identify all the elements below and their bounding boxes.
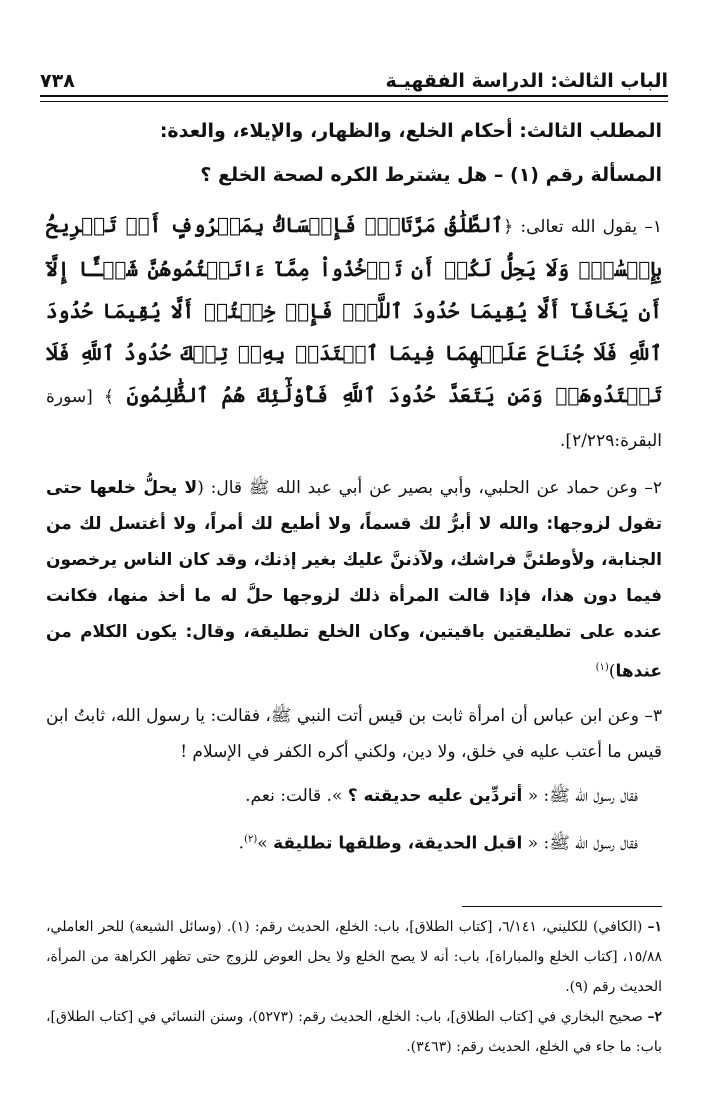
footnote-1-text: (الكافي) للكليني، ٦/١٤١، [كتاب الطلاق]، باب: الخلع، الحديث رقم: (١). (وسائل الشيعة) للحر العاملي، ١٥/٨٨، [كتاب الخلع والمباراة]، باب: أنه لا يصح الخلع ولا يحل العوض للزوج حتى تظهر الكراهة من المرأة، الحديث رقم (٩). [46, 919, 662, 995]
footnote-ref-2[interactable]: (٢) [244, 833, 258, 845]
hadith-2 [46, 470, 662, 690]
quran-verse-paragraph [46, 204, 662, 462]
quran-verse: ٱلطَّلَٰقُ مَرَّتَانِۖ فَإِمۡسَاكُۢ بِمَعۡرُوفٍ أَوۡ تَسۡرِيحُۢ بِإِحۡسَٰنٖۗ وَلَا يَحِلُّ لَكُمۡ أَن تَأۡخُذُواْ مِمَّآ ءَاتَيۡتُمُوهُنَّ شَيۡـًٔا إِلَّآ أَن يَخَافَآ أَلَّا يُقِيمَا حُدُودَ ٱللَّهِۖ فَإِنۡ خِفۡتُمۡ أَلَّا يُقِيمَا حُدُودَ ٱللَّهِ فَلَا جُنَاحَ عَلَيۡهِمَا فِيمَا ٱفۡتَدَتۡ بِهِۦۗ تِلۡكَ حُدُودُ ٱللَّهِ فَلَا تَعۡتَدُوهَاۚ وَمَن يَتَعَدَّ حُدُودَ ٱللَّهِ فَأُوْلَٰٓئِكَ هُمُ ٱلظَّٰلِمُونَ [46, 213, 663, 407]
footnotes [46, 912, 662, 1062]
chapter-title: الباب الثالث: الدراسة الفقهيـة [385, 70, 668, 92]
hadith-2-tail: ) [608, 661, 616, 682]
hadith-5-quote: اقبل الحديقة، وطلقها تطليقة [273, 833, 523, 854]
footnote-ref-1[interactable]: (١) [595, 662, 609, 673]
hadith-5-end: . [238, 833, 245, 854]
hadith-3: ٣– وعن ابن عباس أن امرأة ثابت بن قيس أتت النبي ﷺ، فقالت: يا رسول الله، ثابتُ ابن قيس ما أعتب عليه في خلق، ولا دين، ولكني أكره الكفر في الإسلام ! [46, 705, 662, 762]
verse-intro: ١– يقول الله تعالى: ﴿ [503, 217, 663, 237]
verse-reference: ﴾ [سورة البقرة:٢/٢٢٩]. [46, 387, 662, 451]
running-header [40, 52, 668, 92]
hadith-2-quote: لا يحلُّ خلعها حتى تقول لزوجها: والله لا أبرُّ لك قسماً، ولا أطيع لك أمراً، ولا أغتسل لك من الجنابة، ولأوطئنَّ فراشك، ولآذننَّ عليك بغير إذنك، وقد كان الناس يرخصون فيما دون هذا، فإذا قالت المرأة ذلك لزوجها حلَّ له ما أخذ منها، فكانت عنده على تطليقتين باقيتين، وكان الخلع تطليقة، وقال: يكون الكلام من عندها [46, 478, 662, 682]
footnote-1-number: ١– [647, 919, 663, 935]
hadith-5-lead: فقال رسول الله ﷺ: « [522, 833, 638, 854]
page-number: ٧٣٨ [40, 70, 75, 92]
hadith-4-quote: أتردِّين عليه حديقته ؟ [347, 785, 523, 806]
footnote-1 [46, 912, 662, 1002]
footnote-2-text: صحيح البخاري في [كتاب الطلاق]، باب: الخلع، الحديث رقم: (٥٢٧٣)، وسنن النسائي في [كتاب الطلاق]، باب: ما جاء في الخلع، الحديث رقم: (٣٤٦٣). [46, 1009, 662, 1055]
hadith-4-lead: فقال رسول الله ﷺ: « [522, 785, 638, 806]
footnote-2 [46, 1002, 662, 1062]
section-title: المطلب الثالث: أحكام الخلع، والظهار، والإيلاء، والعدة: [159, 120, 662, 142]
header-divider [40, 95, 668, 102]
hadith-5 [46, 822, 662, 862]
hadith-4 [46, 778, 662, 814]
hadith-5-tail: » [257, 833, 274, 854]
footnote-2-number: ٢– [647, 1009, 662, 1025]
footnote-divider [462, 906, 662, 907]
hadith-4-tail: ». قالت: نعم. [245, 785, 348, 806]
hadith-2-lead: ٢– وعن حماد عن الحلبي، وأبي بصير عن أبي عبد الله ﷺ قال: ( [197, 478, 662, 498]
question-heading: المسألة رقم (١) – هل يشترط الكره لصحة الخلع ؟ [200, 164, 662, 186]
main-text [46, 110, 662, 861]
